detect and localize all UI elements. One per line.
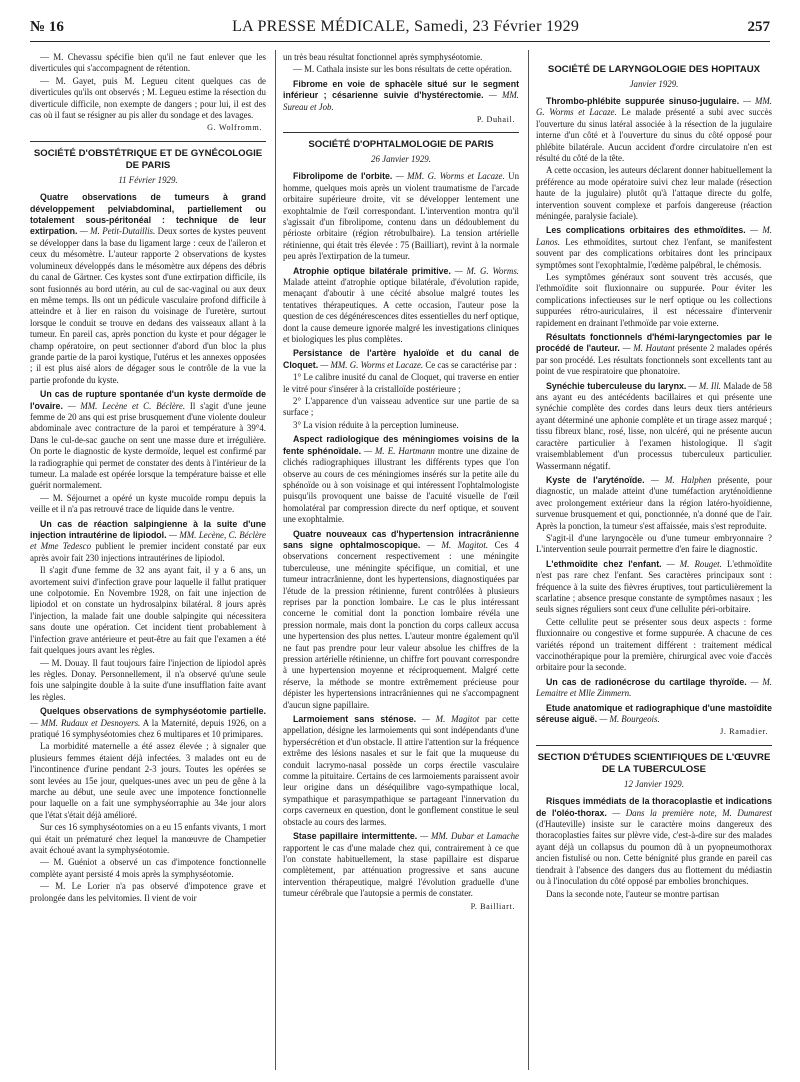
article (536, 225, 772, 271)
article-title: Larmoiement sans sténose. (293, 714, 417, 725)
article (30, 519, 266, 565)
section-heading: SECTION D'ÉTUDES SCIENTIFIQUES DE L'ŒUVRE DE LA TUBERCULOSE (537, 751, 771, 776)
article-title: L'ethmoïdite chez l'enfant. (546, 558, 662, 569)
section-date: 26 Janvier 1929. (371, 153, 431, 164)
article-body: Ces 4 observations concernent respectivement : une méningite tuberculeuse, une méningite spécifique, un comitial, et une tumeur intracrânienne, dont les hypertensions, diagnostiquées par l'étude de la pression rétinienne, furent contrôlées à plusieurs reprises par la ponction lombaire. Le cas le plus intéressant concerne le comitial dont la ponction lombaire révéla une pression normale, mais dont la ponction du corps calleux accusa une hypertension des plus nettes. L'auteur montre également qu'il ne faut pas prendre pour leur valeur absolue les chiffres de la pression artérielle rétinienne, un chiffre fort pouvant correspondre à une hypertension moyenne et réciproquement. Malgré cette réserve, la méthode se montre extrêmement précieuse pour dépister les hypertensions intracrâniennes qui ne s'accompagnent d'aucun signe papillaire. (283, 539, 519, 710)
article (30, 192, 266, 386)
article-author: — MM. Dubar et Lamache (420, 831, 519, 842)
article (283, 529, 519, 712)
article-author: — M. Magitot. (426, 539, 489, 550)
section-heading: SOCIÉTÉ D'OBSTÉTRIQUE ET DE GYNÉCOLOGIE DE PARIS (33, 147, 263, 172)
signature: P. Duhail. (476, 115, 515, 125)
article-body: Deux sortes de kystes peuvent se développer dans la base du ligament large : ceux de l'aileron et ceux du mésomètre. L'auteur rapporte 2 observations de kystes volumineux développés dans le mésomètre aux dépens des débris du canal de Gärtner. Ces kystes sont d'une extirpation difficile, ils sont fusionnés au bord utérin, au cul de sac-vaginal ou aux deux en même temps. Ils ont un pédicule vasculaire profond difficile à atteindre et à lier en raison du voisinage de l'uretère, surtout lorsque le conduit se trouve en dedans des vaisseaux allant à la tumeur. En pareil cas, après ponction du kyste et pour dégager le champ opératoire, on peut sectionner d'abord d'un bloc la plus grande partie de la paroi kystique, l'utérus et les annexes opposées ; il est plus aisé alors de dégager sous le contrôle de la vue la partie profonde du kyste. (30, 226, 266, 385)
article-author: — MM. G. Worms et Lacaze. (320, 359, 424, 370)
paragraph: Sur ces 16 symphyséotomies on a eu 15 enfants vivants, 1 mort qui était un prématuré chez lequel la manœuvre de Champetier avait échoué avant la symphyséotomie. (30, 822, 266, 855)
paragraph: — M. Le Lorier n'a pas observé d'impotence grave et prolongée dans les pelvitomies. Il vient de voir (30, 881, 266, 903)
article-author: — M. Lemaitre et Mlle Zimmern. (536, 676, 772, 699)
article (536, 677, 772, 700)
issue-number: № 16 (30, 19, 64, 35)
article-body: L'ethmoïdite n'est pas rare chez l'enfant. Ses caractères principaux sont : fréquence à la suite des fièvres éruptives, tout particulièrement la scarlatine ; absence presque constante de symptômes nasaux ; les seuls signes réguliers sont ceux d'une cellulite péri-orbitaire. (536, 558, 772, 615)
article-body: par cette appellation, désigne les larmoiements qui sont indépendants d'une hypersécrétion et d'un obstacle. Il attire l'attention sur la fréquence extrême des lésions nasales et sur le fait que la muqueuse du conduit lacrymo-nasal possède un corps érectile vasculaire comme la pituitaire. Certains de ces larmoiements paraissent avoir leur origine dans un déséquilibre vago-sympathique local, sympathique et parasympathique se partageant l'innervation du corps caverneux en question, dont le gonflement constitue le seul obstacle au cours des larmes. (283, 714, 519, 827)
article (283, 79, 519, 113)
article-author: — MM. G. Worms et Lacaze. (395, 171, 505, 182)
article-body: montre une dizaine de clichés radiographiques illustrant les différents types que l'on observe au cours de ces méningiomes insérés sur la petite aile du sphénoïde ou à son voisinage et qui intéressent l'ophtalmologiste puisqu'ils provoquent une baisse de l'acuité visuelle de l'œil homolatéral par compression directe du nerf optique, et souvent une exophtalmie. (283, 445, 519, 525)
article-author: — M. Lanos. (536, 225, 772, 247)
paragraph: — M. Séjournet a opéré un kyste mucoïde rompu depuis la veille et il n'a pas retrouvé trace de liquide dans le ventre. (30, 492, 266, 515)
article-body: présente, pour diagnostic, un malade atteint d'une tuméfaction aryténoïdienne avec prolongement extérieur dans la région latéro-hyoïdienne, survenue brusquement et qui, ponctionnée, n'a donné que de l'air. Après la ponction, la tumeur s'est affaissée, mais s'est reproduite. (536, 474, 772, 531)
article-title: Un cas de réaction salpingienne à la suite d'une injection intrautérine de lipiodol. (30, 518, 266, 541)
article-author: — MM. Sureau et Job. (283, 90, 519, 112)
signature: P. Bailliart. (470, 901, 515, 911)
article-author: — M. Ill. (688, 380, 722, 391)
section-rule (30, 141, 266, 142)
article (283, 348, 519, 371)
article-author: — M. Bourgeois. (599, 714, 660, 725)
article-author: — M. G. Worms. (454, 265, 519, 276)
article (283, 714, 519, 828)
article-author: — M. Halphen (650, 474, 712, 485)
header-rule (30, 41, 770, 42)
paragraph: Dans la seconde note, l'auteur se montre partisan (546, 888, 720, 899)
paragraph: Les symptômes généraux sont souvent très accusés, que l'ethmoïdite soit fluxionnaire ou suppurée. Pour éviter les complications infectieuses sur le nerf optique ou les collections suppurées rétro-auriculaires, il est nécessaire d'intervenir rapidement en drainant l'ethmoïde par voie externe. (536, 272, 772, 328)
list-item: 1° Le calibre inusité du canal de Cloquet, qui traverse en entier le vitré pour s'insérer à la cristalloïde postérieure ; (283, 372, 519, 394)
article (283, 434, 519, 525)
article-body: Ce cas se caractérise par : (425, 359, 517, 370)
article-author: — MM. Lecène, C. Béclère et Mme Tedesco (30, 530, 266, 552)
section-date: Janvier 1929. (629, 78, 679, 89)
article (283, 831, 519, 899)
article-author: — M. E. Hartmann (364, 445, 435, 456)
article-title: Quelques observations de symphyséotomie partielle. (40, 706, 266, 717)
article-body: présente 2 malades opérés par son procédé. Les résultats fonctionnels sont excellents tant au point de vue respiratoire que phonatoire. (536, 343, 772, 377)
article-title: Aspect radiologique des méningiomes voisins de la fente sphénoïdale. (283, 434, 519, 456)
article-title: Risques immédiats de la thoracoplastie et indications de l'oléo-thorax. (536, 796, 772, 818)
paragraph: — M. Guéniot a observé un cas d'impotence fonctionnelle complète ayant persisté 4 mois après la symphyséotomie. (30, 857, 266, 879)
article (536, 475, 772, 532)
article-author: — MM. Rudaux et Desnoyers. (30, 717, 141, 728)
paragraph: — M. Douay. Il faut toujours faire l'injection de lipiodol après les règles. Donay. Personnellement, il n'a observé qu'une seule fois une salpingite double à la suite d'une insufflation faite avant les règles. (30, 657, 266, 702)
section-heading: SOCIÉTÉ D'OPHTALMOLOGIE DE PARIS (308, 139, 494, 151)
signature: J. Ramadier. (720, 727, 768, 737)
article-title: Persistance de l'artère hyaloïde et du canal de Cloquet. (283, 348, 519, 370)
journal-title: LA PRESSE MÉDICALE, Samedi, 23 Février 1929 (232, 18, 580, 35)
paragraph: S'agit-il d'une laryngocèle ou d'une tumeur embryonnaire ? L'intervention seule pourrait permettre d'en faire le diagnostic. (536, 532, 772, 555)
paragraph: A cette occasion, les auteurs déclarent donner habituellement la préférence au mode opératoire suivi chez leur malade (résection haute de la jugulaire) plutôt qu'à l'attaque directe du golfe, intervention souvent complexe et parfois dangereuse (réaction méningée, paralysie faciale). (536, 165, 772, 221)
column-divider (528, 50, 529, 1070)
page-number: 257 (747, 19, 770, 35)
article-title: Stase papillaire intermittente. (293, 831, 418, 842)
article (283, 171, 519, 262)
article (536, 332, 772, 378)
paragraph: La morbidité maternelle a été assez élevée ; à signaler que plusieurs femmes étaient déjà infectées. 3 malades ont eu de l'incontinence d'urine pendant 2-3 jours. Toutes les opérées se sont levées au 15e jour, quelques-unes avec un peu de gêne à la marche au début, une seule avec une impotence fonctionnelle pour laquelle on a fait une symphyséorraphie au 34e jour alors que l'état s'était déjà amélioré. (30, 741, 266, 820)
article-author: — M. Rouget. (666, 558, 722, 569)
article-author: — Dans la première note, M. Dumarest (612, 807, 772, 818)
section-rule (283, 132, 519, 133)
article-title: Résultats fonctionnels d'hémi-laryngectomies par le procédé de l'auteur. (536, 332, 772, 354)
article-body: rapportent le cas d'une malade chez qui, contrairement à ce que l'on constate habituellement, la stase papillaire est disparue complètement, par atténuation progressive et sans aucune intervention thérapeutique, malgré l'évolution graduelle d'une tumeur cérébrale que l'autopsie a permis de constater. (283, 842, 519, 899)
article (30, 706, 266, 740)
article-author: — MM. G. Worms et Lacaze. (536, 95, 772, 118)
article-title: Quatre nouveaux cas d'hypertension intracrânienne sans signe ophtalmoscopique. (283, 528, 519, 550)
column-divider (275, 50, 276, 1070)
article (536, 559, 772, 616)
article-body: Les ethmoïdites, surtout chez l'enfant, se manifestent souvent par des complications orbitaires dont les principaux symptômes sont l'exophtalmie, l'œdème palpébral, le chémosis. (536, 236, 772, 270)
article-body: A la Maternité, depuis 1926, on a pratiqué 16 symphyséotomies chez 6 multipares et 10 primipares. (30, 717, 266, 739)
article-title: Un cas de rupture spontanée d'un kyste dermoïde de l'ovaire. (30, 389, 266, 411)
paragraph: un très beau résultat fonctionnel après symphyséotomie. (283, 52, 483, 62)
page-header (30, 18, 770, 40)
section-rule (536, 745, 772, 746)
article (283, 266, 519, 346)
article-author: — MM. Lecène et C. Béclère. (67, 400, 186, 411)
article-title: Thrombo-phlébite suppurée sinuso-jugulaire. (546, 95, 740, 106)
article-title: Un cas de radionécrose du cartilage thyroïde. (546, 676, 747, 687)
column-2 (283, 52, 519, 1074)
paragraph: — M. Cathala insiste sur les bons résultats de cette opération. (293, 64, 512, 75)
article (30, 389, 266, 492)
section-heading: SOCIÉTÉ DE LARYNGOLOGIE DES HOPITAUX (547, 64, 761, 75)
article-author: — M. Hautant (622, 343, 675, 354)
article-title: Synéchie tuberculeuse du larynx. (546, 380, 687, 391)
article-body: (d'Hauteville) insiste sur le caractère moins dangereux des thoracoplasties faites sur plèvre vide, c'est-à-dire sur des malades ayant déjà un collapsus du poumon dû à un pyopneumothorax ancien fistulisé ou non. Cette bénignité plus grande en pareil cas tiendrait à l'absence des dangers dus au flottement du médiastin ou à l'inoculation du côté opposé par embolies bronchiques. (536, 819, 772, 887)
column-1 (30, 52, 266, 1074)
list-item: 3° La vision réduite à la perception lumineuse. (293, 419, 459, 430)
article (536, 703, 772, 726)
list-item: 2° L'apparence d'un vaisseau adventice sur une partie de sa surface ; (283, 396, 519, 418)
article (536, 381, 772, 472)
paragraph: — M. Chevassu spécifie bien qu'il ne faut enlever que les diverticules qui s'accompagnent de rétention. (30, 52, 266, 74)
article (536, 96, 772, 164)
article-title: Atrophie optique bilatérale primitive. (293, 265, 451, 276)
paragraph: Cette cellulite peut se présenter sous deux aspects : forme fluxionnaire ou congestive et forme suppurée. A chacune de ces variétés répond un traitement différent : traitement médical vaccinothérapique pour la première, chirurgical avec voie d'accès orbitaire pour la seconde. (536, 616, 772, 673)
article-body: Un homme, quelques mois après un violent traumatisme de l'arcade orbitaire supérieure droite, vit se développer lentement une exophtalmie de l'œil correspondant. L'intervention montra qu'il s'agissait d'un fibrolipome, contenu dans un dédoublement du périoste orbitaire (région rétrobulbaire). La tension artérielle rétinienne, qui était très élevée : 75 (Bailliart), revint à la normale peu après l'extirpation de la tumeur. (283, 171, 519, 262)
section-date: 11 Février 1929. (118, 174, 178, 185)
article-title: Etude anatomique et radiographique d'une mastoïdite séreuse aiguë. (536, 702, 772, 725)
article-body: Il s'agit d'une jeune femme de 20 ans qui est prise brusquement d'une violente douleur abdominale avec contracture de la paroi et température à 39°4. Dans le cul-de-sac gauche on sent une masse dure et irrégulière. On porte le diagnostic de kyste dermoïde, lequel est confirmé par la radiographie qui permet de constater des dents à l'intérieur de la tumeur. La malade est opérée lorsque la température baisse et elle guérit normalement. (30, 400, 266, 491)
article (536, 796, 772, 887)
article-title: Kyste de l'aryténoïde. (546, 474, 645, 485)
article-body: Malade de 58 ans ayant eu des antécédents bacillaires et qui présente une synéchie complète des cordes dans leurs deux tiers antérieurs ayant déterminé une aphonie complète et un tirage assez marqué ; tissu fibreux blanc, rosé, lisse, non ulcéré, qui ne présente aucun caractère particulier à l'examen histologique. Il s'agit vraisemblablement d'un processus tuberculeux particulier. Wassermann négatif. (536, 380, 772, 471)
column-3 (536, 52, 772, 1074)
article-title: Fibrolipome de l'orbite. (293, 171, 393, 182)
article-body: publient le premier incident constaté par eux après avoir fait 230 injections intrautérines de lipiodol. (30, 541, 266, 563)
article-body: Le malade présenté a subi avec succès l'ouverture du sinus latéral associée à la résection de la jugulaire interne d'un côté et à l'ouverture du sinus du côté opposé pour phlébite bilatérale. Aucun accident d'ordre circulatoire n'en est résulté du côté de la tête. (536, 107, 772, 163)
article-author: — M. Petit-Dutaillis. (79, 226, 156, 237)
article-title: Quatre observations de tumeurs à grand développement pelviabdominal, partiellement ou totalement sous-péritonéal : technique de leur extirpation. (30, 192, 266, 237)
article-author: — M. Magitot (421, 714, 480, 725)
paragraph: — M. Gayet, puis M. Legueu citent quelques cas de diverticules qu'ils ont observés ; M. Legueu estime la résection du diverticule difficile, non exempte de dangers ; pour lui, il est des cas où il faut se résigner au pis aller du sondage et des lavages. (30, 75, 266, 121)
article-title: Fibrome en voie de sphacèle situé sur le segment inférieur ; césarienne suivie d'hystérectomie. (283, 78, 519, 101)
section-date: 12 Janvier 1929. (624, 778, 684, 789)
article-body: Malade atteint d'atrophie optique bilatérale, d'évolution rapide, menaçant d'aboutir à une cécité absolue malgré toutes les tentatives thérapeutiques. A cette occasion, l'auteur pose la question de ces dégénérescences dites essentielles du nerf optique, dont la cause demeure ignorée malgré les investigations cliniques et biologiques les plus complètes. (283, 277, 519, 345)
paragraph: Il s'agit d'une femme de 32 ans ayant fait, il y a 6 ans, un avortement suivi d'infection grave pour laquelle il fallut pratiquer une colpotomie. En Novembre 1928, on fait une injection de lipiodol et on constate un hydrosalpinx bilatéral. 8 jours après l'injection, la malade fait une double salpingite qui nécessitera sans doute une opération. Cet incident tient probablement à l'infection grave antérieure et peut-être au fait que l'examen a été fait quelques jours avant les règles. (30, 565, 266, 656)
article-title: Les complications orbitaires des ethmoïdites. (546, 225, 746, 236)
signature: G. Wolfromm. (207, 123, 262, 133)
